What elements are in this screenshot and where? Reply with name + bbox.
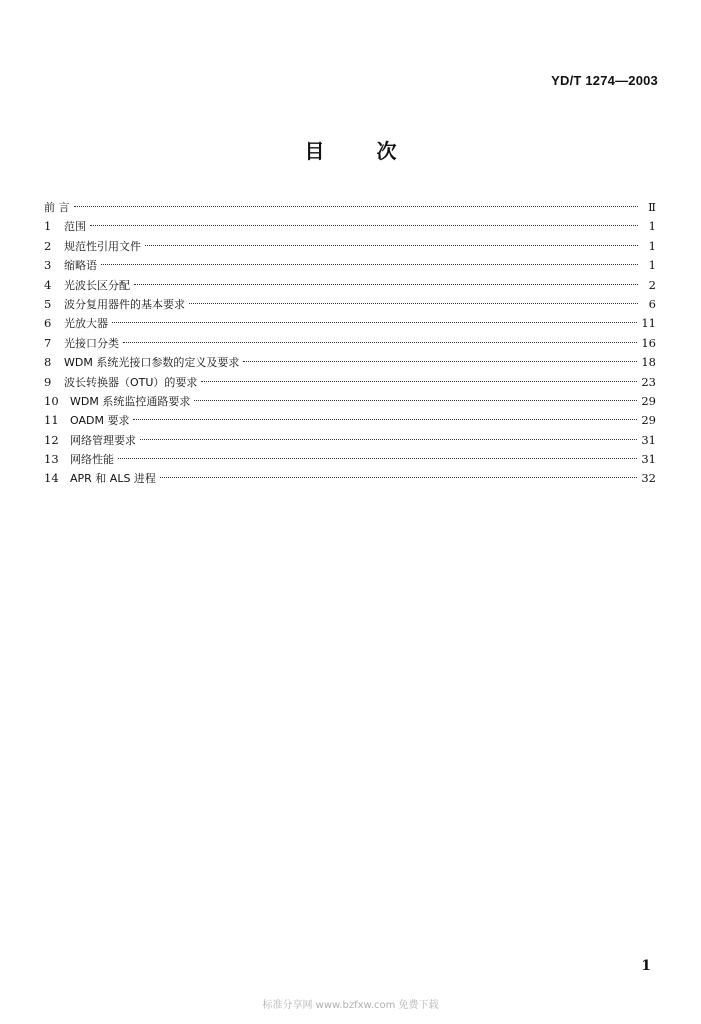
toc-entry-number: 2 <box>44 238 52 253</box>
toc-entry-label: 规范性引用文件 <box>64 239 141 253</box>
toc-entry[interactable] <box>44 314 656 333</box>
toc-entry[interactable] <box>44 373 656 392</box>
toc-entry-label: WDM 系统光接口参数的定义及要求 <box>64 356 240 370</box>
toc-entry-number: 13 <box>44 452 59 467</box>
toc-leader-dots <box>201 381 637 382</box>
toc-leader-dots <box>118 458 637 459</box>
toc-leader-dots <box>90 225 638 226</box>
toc-entry[interactable] <box>44 256 656 275</box>
toc-entry-label: 前 言 <box>44 201 70 214</box>
toc-entry-number: 7 <box>44 335 52 350</box>
toc-leader-dots <box>160 477 637 478</box>
toc-leader-dots <box>134 284 638 285</box>
toc-leader-dots <box>243 361 637 362</box>
toc-entry-label: 缩略语 <box>64 259 97 273</box>
toc-entry-number: 9 <box>44 374 52 389</box>
standard-code: YD/T 1274—2003 <box>551 73 658 88</box>
toc-entry-label: 网络性能 <box>70 453 114 467</box>
toc-entry-page: 29 <box>641 413 656 428</box>
toc-leader-dots <box>112 322 637 323</box>
toc-leader-dots <box>194 400 637 401</box>
toc-entry[interactable] <box>44 334 656 353</box>
toc-entry-page: 2 <box>648 277 656 292</box>
toc-entry-page: 32 <box>641 471 656 486</box>
toc-entry-page: 29 <box>641 393 656 408</box>
toc-entry-page: 18 <box>641 355 656 370</box>
toc-leader-dots <box>123 342 637 343</box>
toc-entry-page: 23 <box>641 374 656 389</box>
page-number: 1 <box>641 958 651 974</box>
toc-entry-page: 1 <box>648 219 656 234</box>
toc-entry[interactable] <box>44 198 656 217</box>
toc-entry-page: 16 <box>641 335 656 350</box>
toc-entry-number: 10 <box>44 393 59 408</box>
toc-entry-page: 1 <box>648 258 656 273</box>
toc-entry-number: 8 <box>44 355 52 370</box>
toc-entry-number: 11 <box>44 413 59 428</box>
toc-entry[interactable] <box>44 217 656 236</box>
toc-entry-label: 波分复用器件的基本要求 <box>64 297 185 311</box>
toc-entry[interactable] <box>44 469 656 488</box>
page-title <box>0 135 701 164</box>
toc-entry-number: 5 <box>44 296 52 311</box>
toc-entry[interactable] <box>44 276 656 295</box>
toc-leader-dots <box>101 264 638 265</box>
toc-entry-page: 31 <box>641 452 656 467</box>
table-of-contents <box>44 198 656 489</box>
toc-entry-page: 11 <box>641 316 656 331</box>
toc-entry-page: 31 <box>641 432 656 447</box>
toc-entry[interactable] <box>44 411 656 430</box>
toc-leader-dots <box>74 206 639 207</box>
toc-entry-number: 1 <box>44 219 52 234</box>
toc-entry-page: 1 <box>648 238 656 253</box>
toc-entry-label: OADM 要求 <box>70 414 130 428</box>
toc-entry[interactable] <box>44 237 656 256</box>
toc-entry-number: 14 <box>44 471 59 486</box>
toc-entry-page: 6 <box>648 296 656 311</box>
toc-leader-dots <box>189 303 638 304</box>
toc-entry-label: WDM 系统监控通路要求 <box>70 394 191 408</box>
toc-leader-dots <box>133 419 637 420</box>
toc-entry-label: 光放大器 <box>64 317 108 331</box>
toc-entry-number: 12 <box>44 432 59 447</box>
toc-leader-dots <box>145 245 638 246</box>
toc-entry[interactable] <box>44 431 656 450</box>
toc-entry-label: 波长转换器（OTU）的要求 <box>64 375 198 389</box>
toc-entry[interactable] <box>44 392 656 411</box>
toc-entry-number: 6 <box>44 316 52 331</box>
toc-entry-label: 网络管理要求 <box>70 433 136 447</box>
title-part1: 目 <box>304 139 325 163</box>
toc-entry-label: APR 和 ALS 进程 <box>70 472 156 486</box>
toc-entry-label: 光波长区分配 <box>64 278 130 292</box>
toc-entry[interactable] <box>44 353 656 372</box>
toc-entry-page: Ⅱ <box>648 200 656 214</box>
toc-entry-number: 3 <box>44 258 52 273</box>
watermark: 标准分享网 www.bzfxw.com 免费下载 <box>262 1000 439 1011</box>
toc-entry-label: 范围 <box>64 220 86 234</box>
title-part2: 次 <box>376 139 397 163</box>
toc-entry[interactable] <box>44 295 656 314</box>
toc-entry[interactable] <box>44 450 656 469</box>
toc-leader-dots <box>140 439 637 440</box>
toc-entry-number: 4 <box>44 277 52 292</box>
toc-entry-label: 光接口分类 <box>64 336 119 350</box>
